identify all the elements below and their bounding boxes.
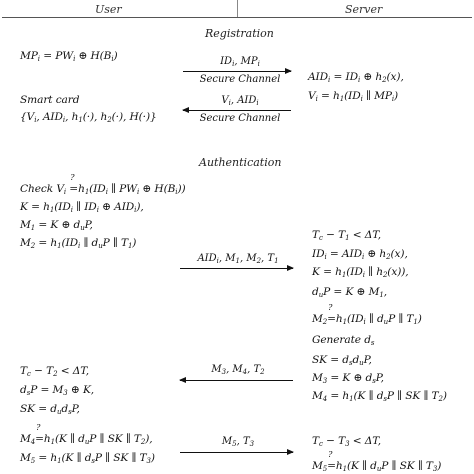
user-column-header: User	[95, 3, 122, 16]
header-column-separator	[237, 0, 238, 17]
auth-user-check: Check $V_i$ = ? $h_1(ID_i$ ∥ $PW_i$ ⊕ $H(B_i)$)	[20, 173, 186, 196]
auth-msg-1-arrow	[180, 268, 293, 269]
auth-user-time-check-2: $T_c - T_2 < \Delta T$,	[20, 365, 89, 378]
auth-server-time-check-3: $T_c - T_3 < \Delta T$,	[312, 435, 381, 448]
auth-server-id: $ID_i = AID_i$ ⊕ $h_2(x)$,	[312, 248, 408, 261]
registration-section-title: Registration	[205, 27, 274, 40]
auth-user-k: $K = h_1(ID_i$ ∥ $ID_i$ ⊕ $AID_i$),	[20, 201, 144, 214]
reg-msg-1-channel: Secure Channel	[199, 74, 281, 85]
auth-user-dsp: $d_sP = M_3$ ⊕ K,	[20, 384, 95, 397]
auth-server-m2-check: $M_2=$ ? $h_1(ID_i$ ∥ $d_uP$ ∥ $T_1$)	[312, 303, 422, 326]
auth-msg-1-label: $AID_i$, $M_1$, $M_2$, $T_1$	[197, 253, 279, 265]
reg-user-line-1: $MP_i = PW_i$ ⊕ $H(B_i)$	[20, 50, 118, 63]
authentication-section-title: Authentication	[199, 156, 282, 169]
reg-msg-2-label: $V_i$, $AID_i$	[221, 95, 259, 107]
reg-msg-2-channel: Secure Channel	[199, 113, 281, 124]
auth-user-m5: $M_5 = h_1(K$ ∥ $d_sP$ ∥ SK ∥ $T_3$)	[20, 452, 155, 465]
auth-server-m5-check: $M_5=$ ? $h_1(K$ ∥ $d_uP$ ∥ SK ∥ $T_3$)	[312, 450, 442, 473]
auth-user-m2: $M_2 = h_1(ID_i$ ∥ $d_uP$ ∥ $T_1$)	[20, 237, 137, 250]
auth-server-time-check-1: $T_c - T_1 < \Delta T$,	[312, 229, 381, 242]
auth-msg-2-label: $M_3$, $M_4$, $T_2$	[211, 364, 265, 376]
auth-server-generate: Generate $d_s$	[312, 334, 375, 347]
auth-user-m4-check: $M_4=$ ? $h_1(K$ ∥ $d_uP$ ∥ SK ∥ $T_2$),	[20, 423, 153, 446]
reg-server-line-2: $V_i = h_1(ID_i$ ∥ $MP_i$)	[308, 90, 399, 103]
reg-msg-1-label: $ID_i$, $MP_i$	[220, 56, 260, 68]
header-divider	[2, 17, 472, 18]
auth-server-m3: $M_3 = K$ ⊕ $d_sP$,	[312, 372, 384, 385]
reg-msg-1-arrow	[183, 71, 291, 72]
reg-user-smart-card-contents: {$V_i$, $AID_i$, $h_1(\cdot)$, $h_2(\cdot)$, H(·)}	[20, 111, 157, 124]
auth-user-m1: $M_1 = K$ ⊕ $d_uP$,	[20, 219, 93, 232]
auth-msg-2-arrow	[180, 380, 293, 381]
auth-server-sk: SK = $d_sd_uP$,	[312, 354, 372, 367]
auth-user-sk: SK = $d_ud_sP$,	[20, 403, 80, 416]
auth-msg-3-arrow	[180, 452, 293, 453]
auth-server-k: $K = h_1(ID_i$ ∥ $h_2(x)$),	[312, 266, 409, 279]
reg-server-line-1: $AID_i = ID_i$ ⊕ $h_2(x)$,	[308, 71, 404, 84]
server-column-header: Server	[345, 3, 383, 16]
auth-server-dup: $d_uP = K$ ⊕ $M_1$,	[312, 286, 387, 299]
reg-user-smart-card: Smart card	[20, 94, 80, 106]
reg-msg-2-arrow	[183, 110, 291, 111]
auth-server-m4: $M_4 = h_1(K$ ∥ $d_sP$ ∥ SK ∥ $T_2$)	[312, 390, 447, 403]
auth-msg-3-label: $M_5$, $T_3$	[221, 436, 255, 448]
